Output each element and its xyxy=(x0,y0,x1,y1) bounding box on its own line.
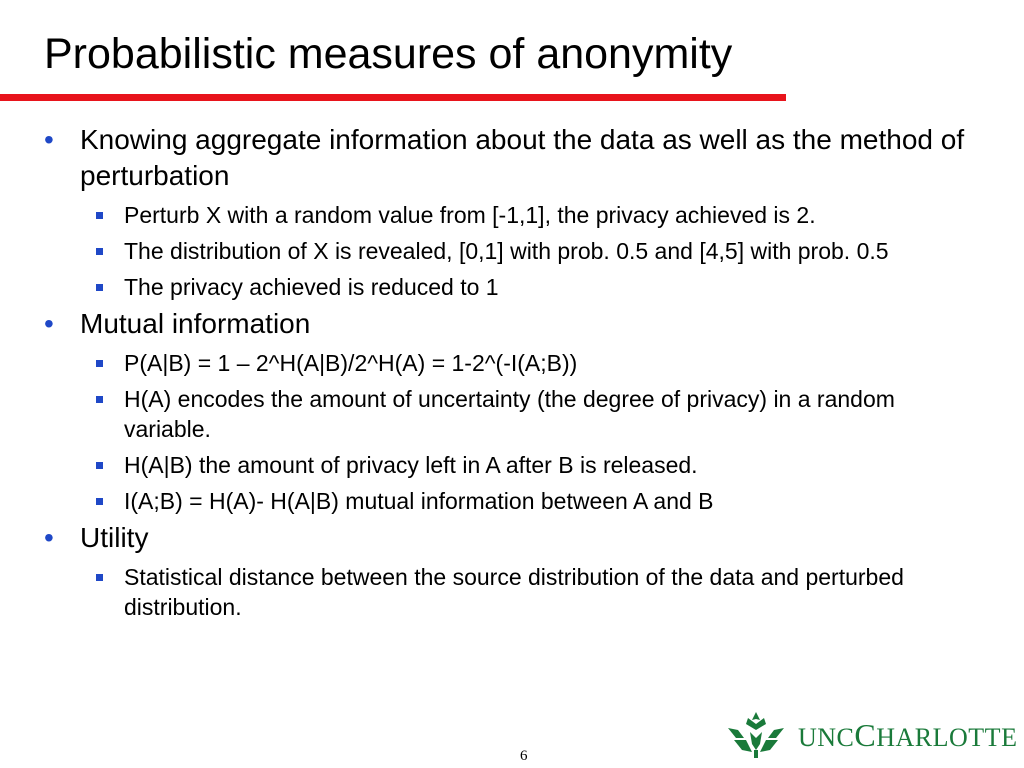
bullet-dot: • xyxy=(44,124,54,155)
crown-emblem-icon xyxy=(724,710,1018,760)
sub-bullet-text: I(A;B) = H(A)- H(A|B) mutual information between A and B xyxy=(124,488,714,514)
slide-content xyxy=(44,118,974,622)
square-bullet-icon xyxy=(96,212,103,219)
bullet-text: Mutual information xyxy=(80,308,311,339)
bullet-item xyxy=(44,122,974,194)
bullet-item xyxy=(44,520,974,556)
sub-bullet-text: Statistical distance between the source distribution of the data and perturbed distribution. xyxy=(124,564,904,620)
title-underline xyxy=(0,94,786,101)
square-bullet-icon xyxy=(96,498,103,505)
sub-bullet-item xyxy=(80,200,974,230)
sub-bullet-text: H(A) encodes the amount of uncertainty (the degree of privacy) in a random variable. xyxy=(124,386,895,442)
sub-bullet-item xyxy=(80,348,974,378)
square-bullet-icon xyxy=(96,396,103,403)
sub-bullet-item xyxy=(80,450,974,480)
bullet-dot: • xyxy=(44,522,54,553)
square-bullet-icon xyxy=(96,284,103,291)
sub-bullet-item xyxy=(80,236,974,266)
square-bullet-icon xyxy=(96,248,103,255)
bullet-item xyxy=(44,306,974,342)
logo-wordmark: UNCCHARLOTTE xyxy=(798,717,1018,753)
unc-charlotte-logo xyxy=(724,710,1018,760)
sub-bullet-text: Perturb X with a random value from [-1,1], the privacy achieved is 2. xyxy=(124,202,816,228)
square-bullet-icon xyxy=(96,360,103,367)
bullet-dot: • xyxy=(44,308,54,339)
square-bullet-icon xyxy=(96,462,103,469)
sub-bullet-text: H(A|B) the amount of privacy left in A after B is released. xyxy=(124,452,698,478)
page-number: 6 xyxy=(520,748,528,764)
sub-bullet-text: The privacy achieved is reduced to 1 xyxy=(124,274,499,300)
sub-bullet-item xyxy=(80,384,974,444)
slide-title: Probabilistic measures of anonymity xyxy=(44,30,733,78)
square-bullet-icon xyxy=(96,574,103,581)
sub-bullet-item xyxy=(80,272,974,302)
bullet-text: Utility xyxy=(80,522,149,553)
sub-bullet-text: The distribution of X is revealed, [0,1] with prob. 0.5 and [4,5] with prob. 0.5 xyxy=(124,238,889,264)
sub-bullet-item xyxy=(80,562,974,622)
bullet-text: Knowing aggregate information about the data as well as the method of perturbation xyxy=(80,124,965,191)
sub-bullet-text: P(A|B) = 1 – 2^H(A|B)/2^H(A) = 1-2^(-I(A;B)) xyxy=(124,350,578,376)
sub-bullet-item xyxy=(80,486,974,516)
